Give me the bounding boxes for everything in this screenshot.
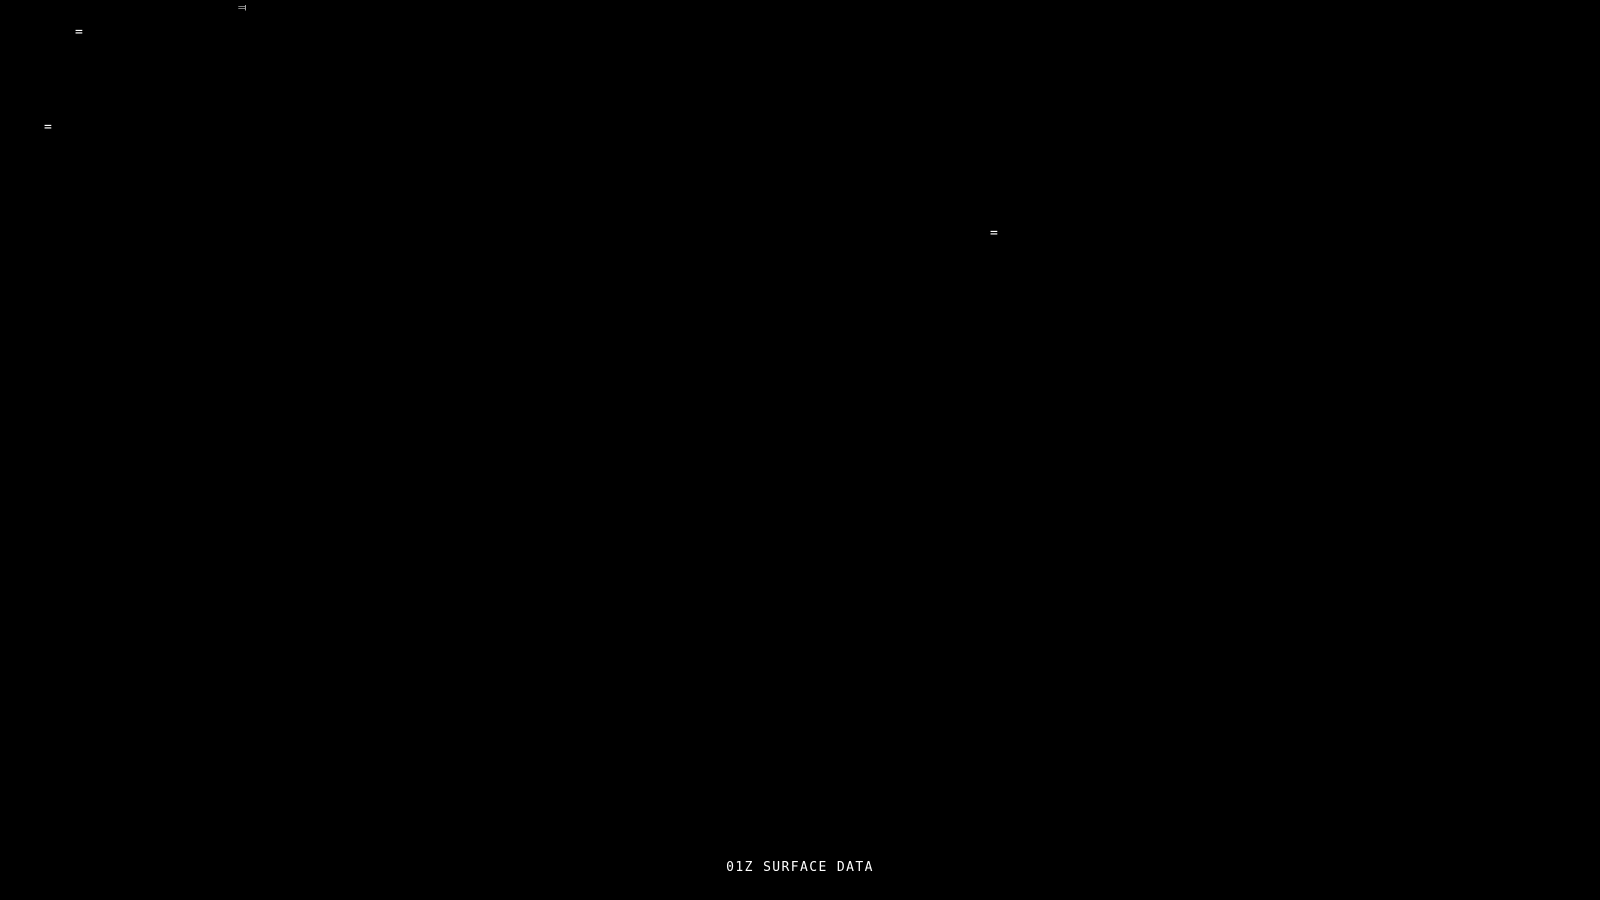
station-mark-upper-left: =: [75, 25, 83, 40]
station-mark-left: =: [44, 120, 52, 135]
station-mark-center-right: =: [990, 226, 998, 241]
map-footer-title: 01Z SURFACE DATA: [726, 860, 874, 875]
station-mark-top-center: ⫤: [238, 1, 247, 14]
